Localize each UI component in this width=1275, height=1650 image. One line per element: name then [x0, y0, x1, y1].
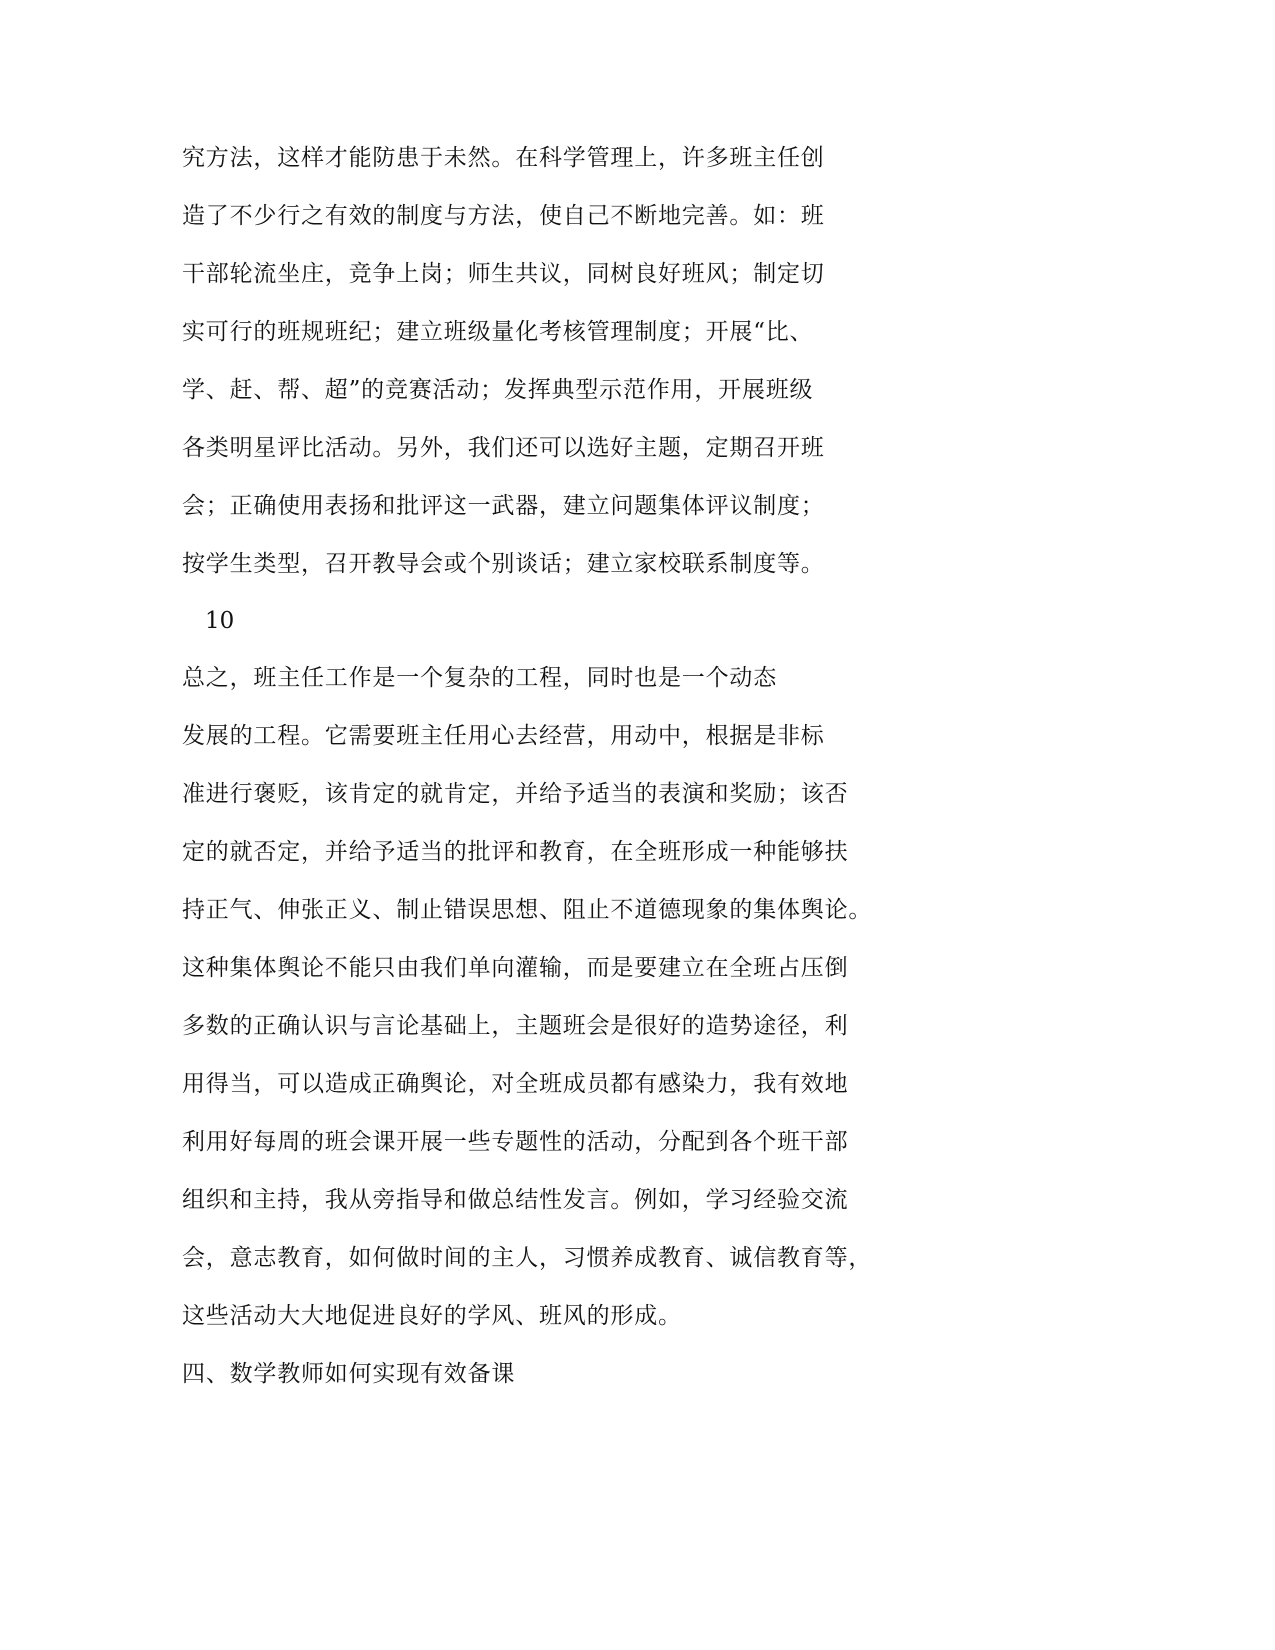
paragraph-2-line-9: 利用好每周的班会课开展一些专题性的活动，分配到各个班干部 [182, 1129, 849, 1155]
paragraph-2-line-1: 总之，班主任工作是一个复杂的工程，同时也是一个动态 [182, 665, 777, 691]
paragraph-2-line-11: 会，意志教育，如何做时间的主人，习惯养成教育、诚信教育等， [182, 1245, 873, 1271]
page-number: 10 [205, 608, 235, 634]
paragraph-1-line-3: 干部轮流坐庄，竞争上岗；师生共议，同树良好班风；制定切 [182, 261, 825, 287]
paragraph-1-line-5: 学、赶、帮、超”的竞赛活动；发挥典型示范作用，开展班级 [182, 377, 814, 403]
paragraph-1-line-6: 各类明星评比活动。另外，我们还可以选好主题，定期召开班 [182, 435, 825, 461]
paragraph-2-line-2: 发展的工程。它需要班主任用心去经营，用动中，根据是非标 [182, 723, 825, 749]
paragraph-1-line-4: 实可行的班规班纪；建立班级量化考核管理制度；开展“比、 [182, 319, 814, 345]
paragraph-2-line-4: 定的就否定，并给予适当的批评和教育，在全班形成一种能够扶 [182, 839, 849, 865]
paragraph-2-line-5: 持正气、伸张正义、制止错误思想、阻止不道德现象的集体舆论。 [182, 897, 873, 923]
paragraph-1-line-2: 造了不少行之有效的制度与方法，使自己不断地完善。如：班 [182, 203, 825, 229]
paragraph-1-line-7: 会；正确使用表扬和批评这一武器，建立问题集体评议制度； [182, 493, 825, 519]
paragraph-2-line-6: 这种集体舆论不能只由我们单向灌输，而是要建立在全班占压倒 [182, 955, 849, 981]
section-heading: 四、数学教师如何实现有效备课 [182, 1361, 516, 1387]
paragraph-2-line-3: 准进行褒贬，该肯定的就肯定，并给予适当的表演和奖励；该否 [182, 781, 849, 807]
paragraph-2-line-8: 用得当，可以造成正确舆论，对全班成员都有感染力，我有效地 [182, 1071, 849, 1097]
paragraph-2-line-12: 这些活动大大地促进良好的学风、班风的形成。 [182, 1303, 682, 1329]
paragraph-2-line-7: 多数的正确认识与言论基础上，主题班会是很好的造势途径，利 [182, 1013, 849, 1039]
paragraph-2-line-10: 组织和主持，我从旁指导和做总结性发言。例如，学习经验交流 [182, 1187, 849, 1213]
paragraph-1-line-1: 究方法，这样才能防患于未然。在科学管理上，许多班主任创 [182, 145, 825, 171]
paragraph-1-line-8: 按学生类型，召开教导会或个别谈话；建立家校联系制度等。 [182, 551, 825, 577]
